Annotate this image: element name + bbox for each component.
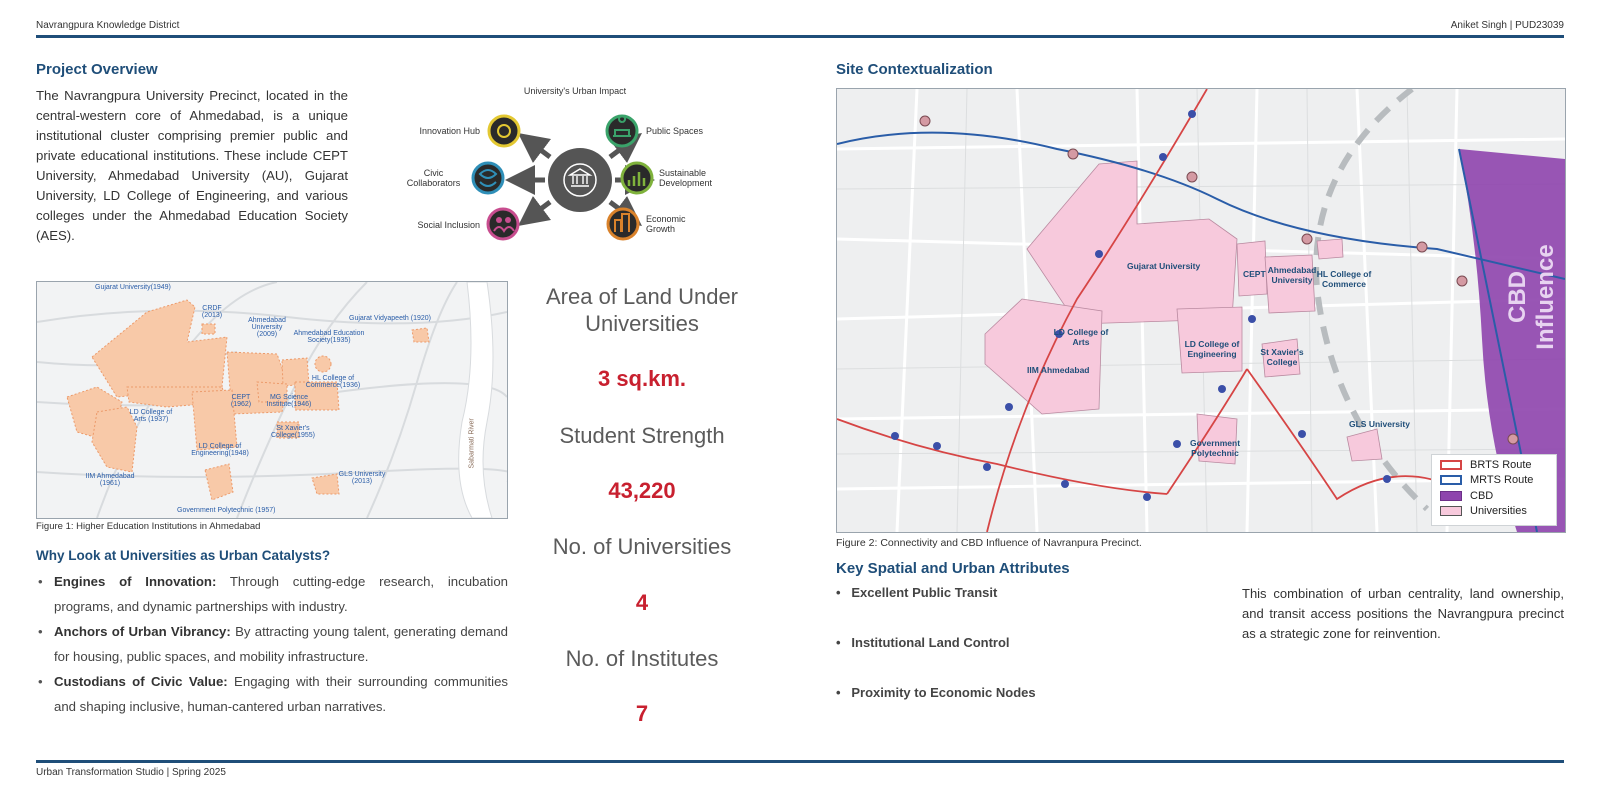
catalysts-title: Why Look at Universities as Urban Catalysts? [36,548,331,563]
site-title: Site Contextualization [836,61,993,78]
stat-value-universities: 4 [635,590,649,615]
attributes-summary: This combination of urban centrality, land ownership, and transit access positions the Navrangpura precinct as a strategic zone for reinvention. [1242,586,1564,641]
map1-caption: Figure 1: Higher Education Institutions in Ahmedabad [36,521,261,532]
site-polytechnic-label: Government Polytechnic [1189,438,1241,458]
impact-label-innovation-hub: Innovation Hub [419,126,480,136]
attribute-item: • Excellent Public Transit [836,585,998,600]
higher-education-map [36,281,508,519]
catalyst-item: • Engines of Innovation: Through cutting-edge research, incubation programs, and dynamic partnerships with industry. [36,569,508,619]
stat-label-institutes: No. of Institutes [565,646,719,671]
map1-iim-label: IIM Ahmedabad (1961) [85,473,135,487]
impact-label-sustainable: Sustainable Development [659,168,713,188]
legend-item: BRTS Route [1432,457,1556,473]
stat-label-land: Area of Land Under Universities [545,284,739,336]
site-st-xaviers-label: St Xavier's College [1260,347,1304,367]
urban-impact-infographic [400,82,750,257]
legend-swatch [1440,460,1462,470]
stat-value-students: 43,220 [608,478,676,503]
impact-circle-innovation [489,116,519,146]
map1-st-xaviers-label: St Xavier's College(1955) [271,425,315,439]
legend-swatch [1440,491,1462,501]
site-cbd-influence-label: CBD Influence [1504,244,1559,350]
stat-label-students: Student Strength [559,423,725,448]
site-gls-label: GLS University [1349,419,1410,429]
header-rule [36,35,1564,38]
catalyst-item: • Custodians of Civic Value: Engaging with their surrounding communities and shaping inclusive, human-cantered urban narratives. [36,669,508,719]
legend-item: Universities [1432,504,1556,520]
impact-label-civic: Civic Collaborators [406,168,461,188]
site-ld-engineering-label: LD College of Engineering [1184,339,1240,359]
legend-swatch [1440,506,1462,516]
attributes-title: Key Spatial and Urban Attributes [836,560,1070,577]
map1-mg-science-label: MG Science Institute(1946) [266,394,312,408]
site-map [836,88,1566,533]
footer-rule [36,760,1564,763]
attribute-item: • Institutional Land Control [836,635,1010,650]
header-project-name: Navrangpura Knowledge District [36,20,180,31]
stat-value-land: 3 sq.km. [597,366,687,391]
header-author: Aniket Singh | PUD23039 [1450,20,1564,31]
map1-crdf-label: CRDF (2013) [201,305,223,319]
catalyst-item: • Anchors of Urban Vibrancy: By attracting young talent, generating demand for housing, public spaces, and mobility infrastructure. [36,619,508,669]
attribute-item: • Proximity to Economic Nodes [836,685,1036,700]
stat-value-institutes: 7 [635,701,649,726]
impact-label-public-spaces: Public Spaces [646,126,704,136]
site-ld-arts-label: LD College of Arts [1053,327,1109,347]
footer-studio: Urban Transformation Studio | Spring 2025 [36,767,226,778]
site-map-legend [1431,454,1557,526]
map1-polytechnic-label: Government Polytechnic (1957) [177,507,276,514]
overview-title: Project Overview [36,61,158,78]
legend-swatch [1440,475,1462,485]
site-hl-college-label: HL College of Commerce [1316,269,1372,289]
map1-gls-label: GLS University (2013) [338,471,386,485]
map1-gujarat-university-label: Gujarat University(1949) [95,284,171,291]
map1-cept-label: CEPT (1962) [230,394,252,408]
map1-gujarat-vidyapeeth-label: Gujarat Vidyapeeth (1920) [349,315,431,322]
impact-title: University's Urban Impact [523,86,627,96]
catalysts-list [36,569,508,719]
impact-label-social: Social Inclusion [417,220,480,230]
site-map-caption: Figure 2: Connectivity and CBD Influence of Navranpura Precinct. [836,537,1142,549]
map1-hl-college-label: HL College of Commerce(1936) [305,375,361,389]
site-cept-label: CEPT [1243,269,1266,279]
overview-body: The Navrangpura University Precinct, located in the central-western core of Ahmedabad, is a unique institutional cluster comprising premier public and private educational institutions. These include CEPT University, Ahmedabad University (AU), Gujarat University, LD College of Engineering, and various colleges under the Ahmedabad Education Society (AES). [36,88,348,243]
map1-ld-arts-label: LD College of Arts (1937) [129,409,173,423]
stat-label-universities: No. of Universities [552,534,732,559]
legend-item: CBD [1432,488,1556,504]
map1-aes-label: Ahmedabad Education Society(1935) [293,330,365,344]
impact-label-economic: Economic Growth [646,214,686,234]
map1-river-label: Sabarmati River [468,418,476,469]
site-iim-label: IIM Ahmedabad [1027,365,1090,375]
legend-item: MRTS Route [1432,473,1556,489]
site-au-label: Ahmedabad University [1267,265,1317,285]
site-gujarat-university-label: Gujarat University [1127,261,1201,271]
map1-ld-engineering-label: LD College of Engineering(1948) [191,443,249,457]
map1-ahmedabad-university-label: Ahmedabad University (2009) [248,317,286,338]
